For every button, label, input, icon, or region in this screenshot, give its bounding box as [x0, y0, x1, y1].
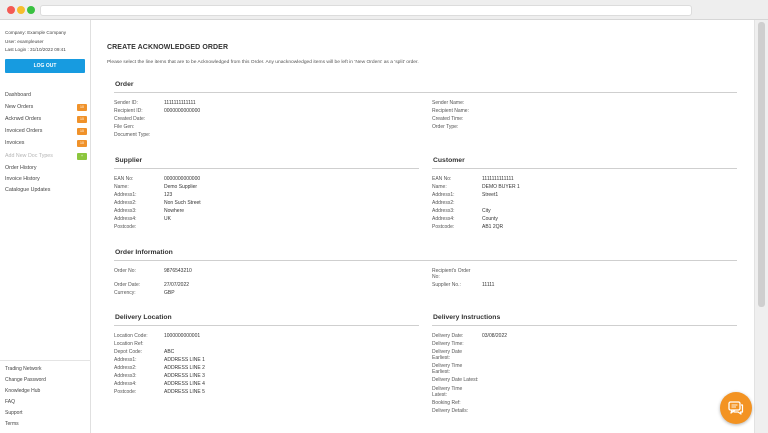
nav-invoices[interactable] — [5, 138, 87, 148]
supplier-number: 11111 — [482, 282, 495, 288]
nav-label: Invoice History — [5, 176, 40, 182]
user-name: User: exampleuser — [5, 39, 44, 44]
field-label: File Gen: — [114, 124, 135, 130]
field-label: No: — [432, 274, 440, 280]
supplier-ean: 0000000000000 — [164, 176, 201, 182]
minimize-window-icon[interactable] — [17, 6, 25, 14]
field-label: Currency: — [114, 290, 136, 296]
divider — [432, 325, 737, 326]
field-label: Delivery Details: — [432, 408, 469, 414]
field-label: Earliest: — [432, 369, 451, 375]
delivery-instructions-heading: Delivery Instructions — [433, 314, 501, 321]
chat-bubble-icon — [728, 401, 744, 415]
scrollbar-thumb[interactable] — [758, 22, 765, 307]
nav-label: Acknwd Orders — [5, 116, 42, 122]
page-title: CREATE ACKNOWLEDGED ORDER — [107, 44, 229, 51]
field-label: Location Ref: — [114, 341, 144, 347]
customer-postcode: AB1 2QR — [482, 224, 504, 230]
depot-code: ABC — [164, 349, 175, 355]
address-bar[interactable] — [40, 5, 692, 16]
customer-name: DEMO BUYER 1 — [482, 184, 520, 190]
divider — [432, 168, 737, 169]
field-label: Address1: — [114, 192, 137, 198]
nav-knowledge-hub[interactable]: Knowledge Hub — [5, 388, 41, 394]
nav-order-history[interactable] — [5, 163, 87, 173]
field-label: Delivery Date — [432, 349, 463, 355]
field-label: Sender ID: — [114, 100, 138, 106]
customer-ean: 1111111111111 — [482, 176, 514, 182]
field-label: Booking Ref: — [432, 400, 461, 406]
divider — [114, 168, 419, 169]
order-info-heading: Order Information — [115, 249, 173, 256]
field-label: Recipient's Order — [432, 268, 471, 274]
field-label: Address1: — [432, 192, 455, 198]
field-label: Document Type: — [114, 132, 151, 138]
field-label: Address2: — [114, 200, 137, 206]
customer-address3: City — [482, 208, 491, 214]
nav-label: Order History — [5, 165, 37, 171]
field-label: Name: — [114, 184, 129, 190]
field-label: Created Date: — [114, 116, 146, 122]
nav-label: Catalogue Updates — [5, 187, 51, 193]
currency: GBP — [164, 290, 175, 296]
nav-label: Dashboard — [5, 92, 31, 98]
count-badge: 10 — [77, 128, 87, 135]
field-label: EAN No: — [432, 176, 452, 182]
delivery-date: 03/08/2022 — [482, 333, 508, 339]
field-label: Delivery Date: — [432, 333, 464, 339]
field-label: Address3: — [114, 373, 137, 379]
delivery-address3: ADDRESS LINE 3 — [164, 373, 205, 379]
field-label: Address4: — [432, 216, 455, 222]
nav-label: Add New Doc Types — [5, 153, 53, 159]
supplier-address4: UK — [164, 216, 171, 222]
main-content — [91, 20, 754, 433]
location-code: 1000000000001 — [164, 333, 201, 339]
delivery-location-heading: Delivery Location — [115, 314, 172, 321]
last-login: Last Login : 31/10/2022 09:41 — [5, 47, 66, 52]
chat-button[interactable] — [720, 392, 752, 424]
field-label: Address4: — [114, 381, 137, 387]
recipient-id: 0000000000000 — [164, 108, 201, 114]
delivery-address2: ADDRESS LINE 2 — [164, 365, 205, 371]
supplier-address3: Nowhere — [164, 208, 185, 214]
company-name: Company: Example Company — [5, 30, 67, 35]
field-label: Delivery Date Latest: — [432, 377, 479, 383]
delivery-address4: ADDRESS LINE 4 — [164, 381, 205, 387]
count-badge: 10 — [77, 104, 87, 111]
field-label: Delivery Time: — [432, 341, 464, 347]
count-badge: 10 — [77, 116, 87, 123]
field-label: Earliest: — [432, 355, 451, 361]
customer-address1: Street1 — [482, 192, 499, 198]
supplier-address1: 123 — [164, 192, 173, 198]
nav-label: Invoiced Orders — [5, 128, 43, 134]
divider — [114, 325, 419, 326]
nav-acknwd-orders[interactable] — [5, 114, 87, 124]
nav-invoiced-orders[interactable] — [5, 126, 87, 136]
nav-dashboard[interactable] — [5, 90, 87, 100]
divider — [114, 92, 737, 93]
order-heading: Order — [115, 81, 134, 88]
sender-id: 1111111111111 — [164, 100, 196, 106]
divider — [114, 260, 737, 261]
field-label: Delivery Time — [432, 363, 463, 369]
field-label: EAN No: — [114, 176, 134, 182]
order-number: 9876543210 — [164, 268, 192, 274]
close-window-icon[interactable] — [7, 6, 15, 14]
order-date: 27/07/2022 — [164, 282, 190, 288]
field-label: Latest: — [432, 392, 448, 398]
supplier-heading: Supplier — [115, 157, 143, 164]
customer-address4: County — [482, 216, 498, 222]
scrollbar[interactable] — [754, 20, 768, 433]
field-label: Sender Name: — [432, 100, 465, 106]
nav-label: New Orders — [5, 104, 34, 110]
nav-label: Invoices — [5, 140, 25, 146]
field-label: Created Time: — [432, 116, 464, 122]
nav-add-new-doc-types[interactable] — [5, 151, 87, 161]
field-label: Recipient Name: — [432, 108, 469, 114]
delivery-address1: ADDRESS LINE 1 — [164, 357, 205, 363]
maximize-window-icon[interactable] — [27, 6, 35, 14]
field-label: Postcode: — [114, 224, 137, 230]
field-label: Depot Code: — [114, 349, 143, 355]
field-label: Supplier No.: — [432, 282, 461, 288]
nav-terms[interactable]: Terms — [5, 421, 19, 427]
field-label: Order No: — [114, 268, 136, 274]
nav-invoice-history[interactable] — [5, 174, 87, 184]
field-label: Address2: — [114, 365, 137, 371]
field-label: Address3: — [114, 208, 137, 214]
supplier-address2: Non Such Street — [164, 200, 201, 206]
nav-catalogue-updates[interactable] — [5, 185, 87, 195]
sidebar — [0, 20, 91, 433]
browser-toolbar — [0, 0, 768, 20]
field-label: Recipient ID: — [114, 108, 143, 114]
nav-faq[interactable]: FAQ — [5, 399, 16, 405]
field-label: Name: — [432, 184, 447, 190]
nav-change-password[interactable]: Change Password — [5, 377, 46, 383]
field-label: Address4: — [114, 216, 137, 222]
field-label: Delivery Time — [432, 386, 463, 392]
nav-new-orders[interactable] — [5, 102, 87, 112]
secondary-nav — [0, 360, 91, 427]
field-label: Location Code: — [114, 333, 148, 339]
delivery-postcode: ADDRESS LINE 5 — [164, 389, 205, 395]
page-intro: Please select the line items that are to be Acknowledged from this Order. Any unacknowledged items will be left in 'New Orders' as a 'split' order. — [107, 60, 419, 65]
customer-heading: Customer — [433, 157, 465, 164]
count-badge: 10 — [77, 140, 87, 147]
field-label: Order Date: — [114, 282, 141, 288]
field-label: Postcode: — [114, 389, 137, 395]
field-label: Address2: — [432, 200, 455, 206]
field-label: Postcode: — [432, 224, 455, 230]
supplier-name: Demo Supplier — [164, 184, 198, 190]
field-label: Order Type: — [432, 124, 459, 130]
nav-support[interactable]: Support — [5, 410, 23, 416]
nav-trading-network[interactable]: Trading Network — [5, 366, 42, 372]
logout-button[interactable]: LOG OUT — [5, 59, 85, 73]
field-label: Address1: — [114, 357, 137, 363]
add-icon: + — [77, 153, 87, 160]
field-label: Address3: — [432, 208, 455, 214]
